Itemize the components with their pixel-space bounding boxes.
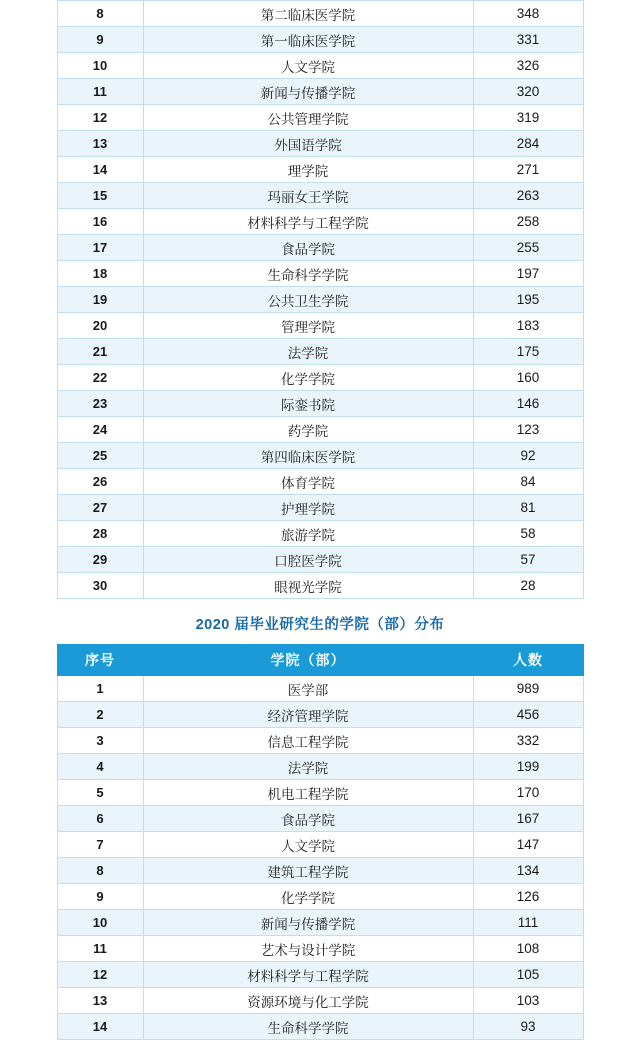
- table-row: [57, 910, 583, 936]
- cell-college: 公共卫生学院: [143, 287, 473, 313]
- cell-college: 护理学院: [143, 495, 473, 521]
- cell-index: 5: [57, 780, 143, 806]
- cell-index: 8: [57, 858, 143, 884]
- cell-college: 化学学院: [143, 365, 473, 391]
- table-row: [57, 806, 583, 832]
- cell-count: 319: [473, 105, 583, 131]
- cell-index: 7: [57, 832, 143, 858]
- table-row: [57, 157, 583, 183]
- cell-index: 26: [57, 469, 143, 495]
- table-row: [57, 884, 583, 910]
- table-row: [57, 417, 583, 443]
- table-row: [57, 962, 583, 988]
- cell-index: 3: [57, 728, 143, 754]
- cell-college: 旅游学院: [143, 521, 473, 547]
- cell-index: 23: [57, 391, 143, 417]
- header-count: 人数: [473, 645, 583, 676]
- cell-college: 化学学院: [143, 884, 473, 910]
- table-row: [57, 469, 583, 495]
- cell-index: 10: [57, 910, 143, 936]
- cell-count: 92: [473, 443, 583, 469]
- cell-index: 22: [57, 365, 143, 391]
- cell-count: 263: [473, 183, 583, 209]
- cell-count: 147: [473, 832, 583, 858]
- cell-count: 134: [473, 858, 583, 884]
- cell-college: 材料科学与工程学院: [143, 962, 473, 988]
- table-row: [57, 702, 583, 728]
- cell-college: 信息工程学院: [143, 728, 473, 754]
- table-row: [57, 183, 583, 209]
- cell-index: 21: [57, 339, 143, 365]
- graduate-students-by-college-table: [57, 644, 584, 1040]
- table-row: [57, 858, 583, 884]
- table-row: [57, 676, 583, 702]
- cell-count: 81: [473, 495, 583, 521]
- table-row: [57, 573, 583, 599]
- cell-count: 111: [473, 910, 583, 936]
- cell-index: 13: [57, 988, 143, 1014]
- cell-index: 28: [57, 521, 143, 547]
- table-row: [57, 754, 583, 780]
- section-caption: 2020 届毕业研究生的学院（部）分布: [195, 617, 445, 633]
- cell-index: 4: [57, 754, 143, 780]
- cell-count: 199: [473, 754, 583, 780]
- cell-count: 195: [473, 287, 583, 313]
- cell-count: 167: [473, 806, 583, 832]
- cell-count: 170: [473, 780, 583, 806]
- cell-count: 123: [473, 417, 583, 443]
- cell-count: 456: [473, 702, 583, 728]
- cell-college: 管理学院: [143, 313, 473, 339]
- cell-index: 19: [57, 287, 143, 313]
- cell-index: 24: [57, 417, 143, 443]
- table-row: [57, 313, 583, 339]
- cell-index: 1: [57, 676, 143, 702]
- cell-college: 材料科学与工程学院: [143, 209, 473, 235]
- cell-count: 332: [473, 728, 583, 754]
- cell-index: 15: [57, 183, 143, 209]
- cell-index: 6: [57, 806, 143, 832]
- cell-index: 9: [57, 884, 143, 910]
- cell-count: 197: [473, 261, 583, 287]
- table-row: [57, 79, 583, 105]
- cell-index: 8: [57, 1, 143, 27]
- cell-count: 326: [473, 53, 583, 79]
- cell-count: 175: [473, 339, 583, 365]
- cell-count: 258: [473, 209, 583, 235]
- cell-index: 10: [57, 53, 143, 79]
- table-row: [57, 936, 583, 962]
- table-header: [57, 645, 583, 676]
- table-row: [57, 261, 583, 287]
- cell-index: 13: [57, 131, 143, 157]
- cell-college: 体育学院: [143, 469, 473, 495]
- cell-index: 25: [57, 443, 143, 469]
- cell-index: 12: [57, 105, 143, 131]
- cell-index: 29: [57, 547, 143, 573]
- cell-count: 284: [473, 131, 583, 157]
- cell-college: 艺术与设计学院: [143, 936, 473, 962]
- cell-college: 人文学院: [143, 53, 473, 79]
- cell-college: 眼视光学院: [143, 573, 473, 599]
- cell-count: 84: [473, 469, 583, 495]
- cell-college: 第一临床医学院: [143, 27, 473, 53]
- cell-count: 255: [473, 235, 583, 261]
- table-row: [57, 365, 583, 391]
- cell-college: 口腔医学院: [143, 547, 473, 573]
- cell-count: 57: [473, 547, 583, 573]
- cell-college: 建筑工程学院: [143, 858, 473, 884]
- table-row: [57, 780, 583, 806]
- cell-index: 12: [57, 962, 143, 988]
- cell-college: 法学院: [143, 339, 473, 365]
- table-body: [57, 1, 583, 599]
- cell-count: 58: [473, 521, 583, 547]
- cell-count: 160: [473, 365, 583, 391]
- table-row: [57, 495, 583, 521]
- cell-count: 146: [473, 391, 583, 417]
- table-row: [57, 287, 583, 313]
- cell-index: 14: [57, 157, 143, 183]
- table-row: [57, 728, 583, 754]
- cell-index: 16: [57, 209, 143, 235]
- cell-index: 27: [57, 495, 143, 521]
- header-index: 序号: [57, 645, 143, 676]
- cell-index: 11: [57, 79, 143, 105]
- cell-college: 际銮书院: [143, 391, 473, 417]
- table-body: [57, 676, 583, 1040]
- header-college: 学院（部）: [143, 645, 473, 676]
- cell-index: 9: [57, 27, 143, 53]
- table-row: [57, 832, 583, 858]
- table-row: [57, 53, 583, 79]
- cell-count: 320: [473, 79, 583, 105]
- table-row: [57, 443, 583, 469]
- cell-college: 医学部: [143, 676, 473, 702]
- table-row: [57, 1014, 583, 1040]
- table-header-row: [57, 645, 583, 676]
- cell-count: 103: [473, 988, 583, 1014]
- graduates-by-college-table-continued: [57, 0, 584, 599]
- cell-college: 人文学院: [143, 832, 473, 858]
- cell-college: 机电工程学院: [143, 780, 473, 806]
- cell-index: 30: [57, 573, 143, 599]
- cell-count: 989: [473, 676, 583, 702]
- cell-index: 17: [57, 235, 143, 261]
- cell-college: 新闻与传播学院: [143, 910, 473, 936]
- table-row: [57, 339, 583, 365]
- table-row: [57, 391, 583, 417]
- cell-count: 183: [473, 313, 583, 339]
- table-row: [57, 209, 583, 235]
- cell-college: 理学院: [143, 157, 473, 183]
- table-row: [57, 105, 583, 131]
- table-row: [57, 547, 583, 573]
- cell-college: 法学院: [143, 754, 473, 780]
- cell-index: 2: [57, 702, 143, 728]
- table-row: [57, 988, 583, 1014]
- cell-college: 生命科学学院: [143, 1014, 473, 1040]
- cell-count: 108: [473, 936, 583, 962]
- cell-college: 药学院: [143, 417, 473, 443]
- cell-college: 第二临床医学院: [143, 1, 473, 27]
- cell-college: 经济管理学院: [143, 702, 473, 728]
- cell-college: 公共管理学院: [143, 105, 473, 131]
- cell-count: 331: [473, 27, 583, 53]
- table-row: [57, 1, 583, 27]
- cell-index: 18: [57, 261, 143, 287]
- cell-college: 食品学院: [143, 806, 473, 832]
- cell-college: 生命科学学院: [143, 261, 473, 287]
- cell-index: 11: [57, 936, 143, 962]
- cell-college: 资源环境与化工学院: [143, 988, 473, 1014]
- cell-index: 20: [57, 313, 143, 339]
- cell-index: 14: [57, 1014, 143, 1040]
- cell-college: 玛丽女王学院: [143, 183, 473, 209]
- cell-count: 28: [473, 573, 583, 599]
- cell-count: 348: [473, 1, 583, 27]
- cell-count: 271: [473, 157, 583, 183]
- cell-college: 食品学院: [143, 235, 473, 261]
- table-row: [57, 235, 583, 261]
- table-row: [57, 521, 583, 547]
- cell-count: 126: [473, 884, 583, 910]
- cell-college: 外国语学院: [143, 131, 473, 157]
- table-row: [57, 131, 583, 157]
- cell-college: 新闻与传播学院: [143, 79, 473, 105]
- table-row: [57, 27, 583, 53]
- cell-count: 93: [473, 1014, 583, 1040]
- cell-college: 第四临床医学院: [143, 443, 473, 469]
- cell-count: 105: [473, 962, 583, 988]
